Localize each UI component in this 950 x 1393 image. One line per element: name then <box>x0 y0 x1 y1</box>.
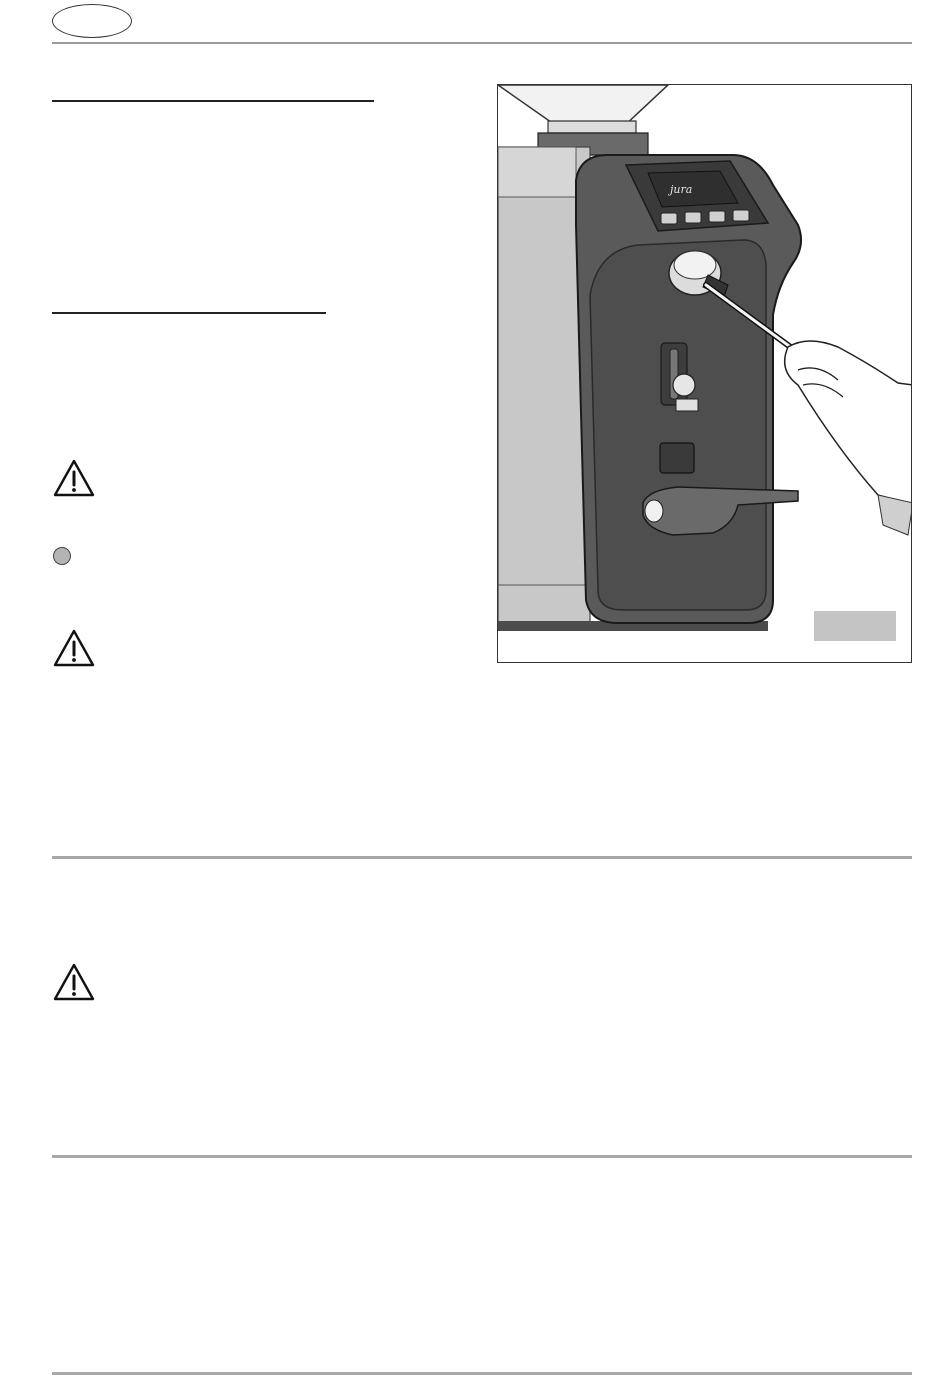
warning-triangle-icon <box>52 458 96 498</box>
figure-label-box <box>814 611 896 641</box>
brand-logo: jura <box>670 183 693 196</box>
grinder-cleaning-figure <box>497 84 912 663</box>
section-heading-underline-2 <box>52 312 326 314</box>
header-rule <box>52 42 912 44</box>
section-separator <box>52 1155 912 1158</box>
warning-triangle-icon <box>52 628 96 668</box>
language-badge <box>52 4 132 38</box>
grinder-illustration <box>498 85 912 663</box>
info-dot-icon <box>53 547 71 565</box>
section-heading-underline-1 <box>52 100 374 102</box>
footer-separator <box>52 1372 912 1375</box>
warning-triangle-icon <box>52 962 96 1002</box>
section-separator <box>52 856 912 859</box>
